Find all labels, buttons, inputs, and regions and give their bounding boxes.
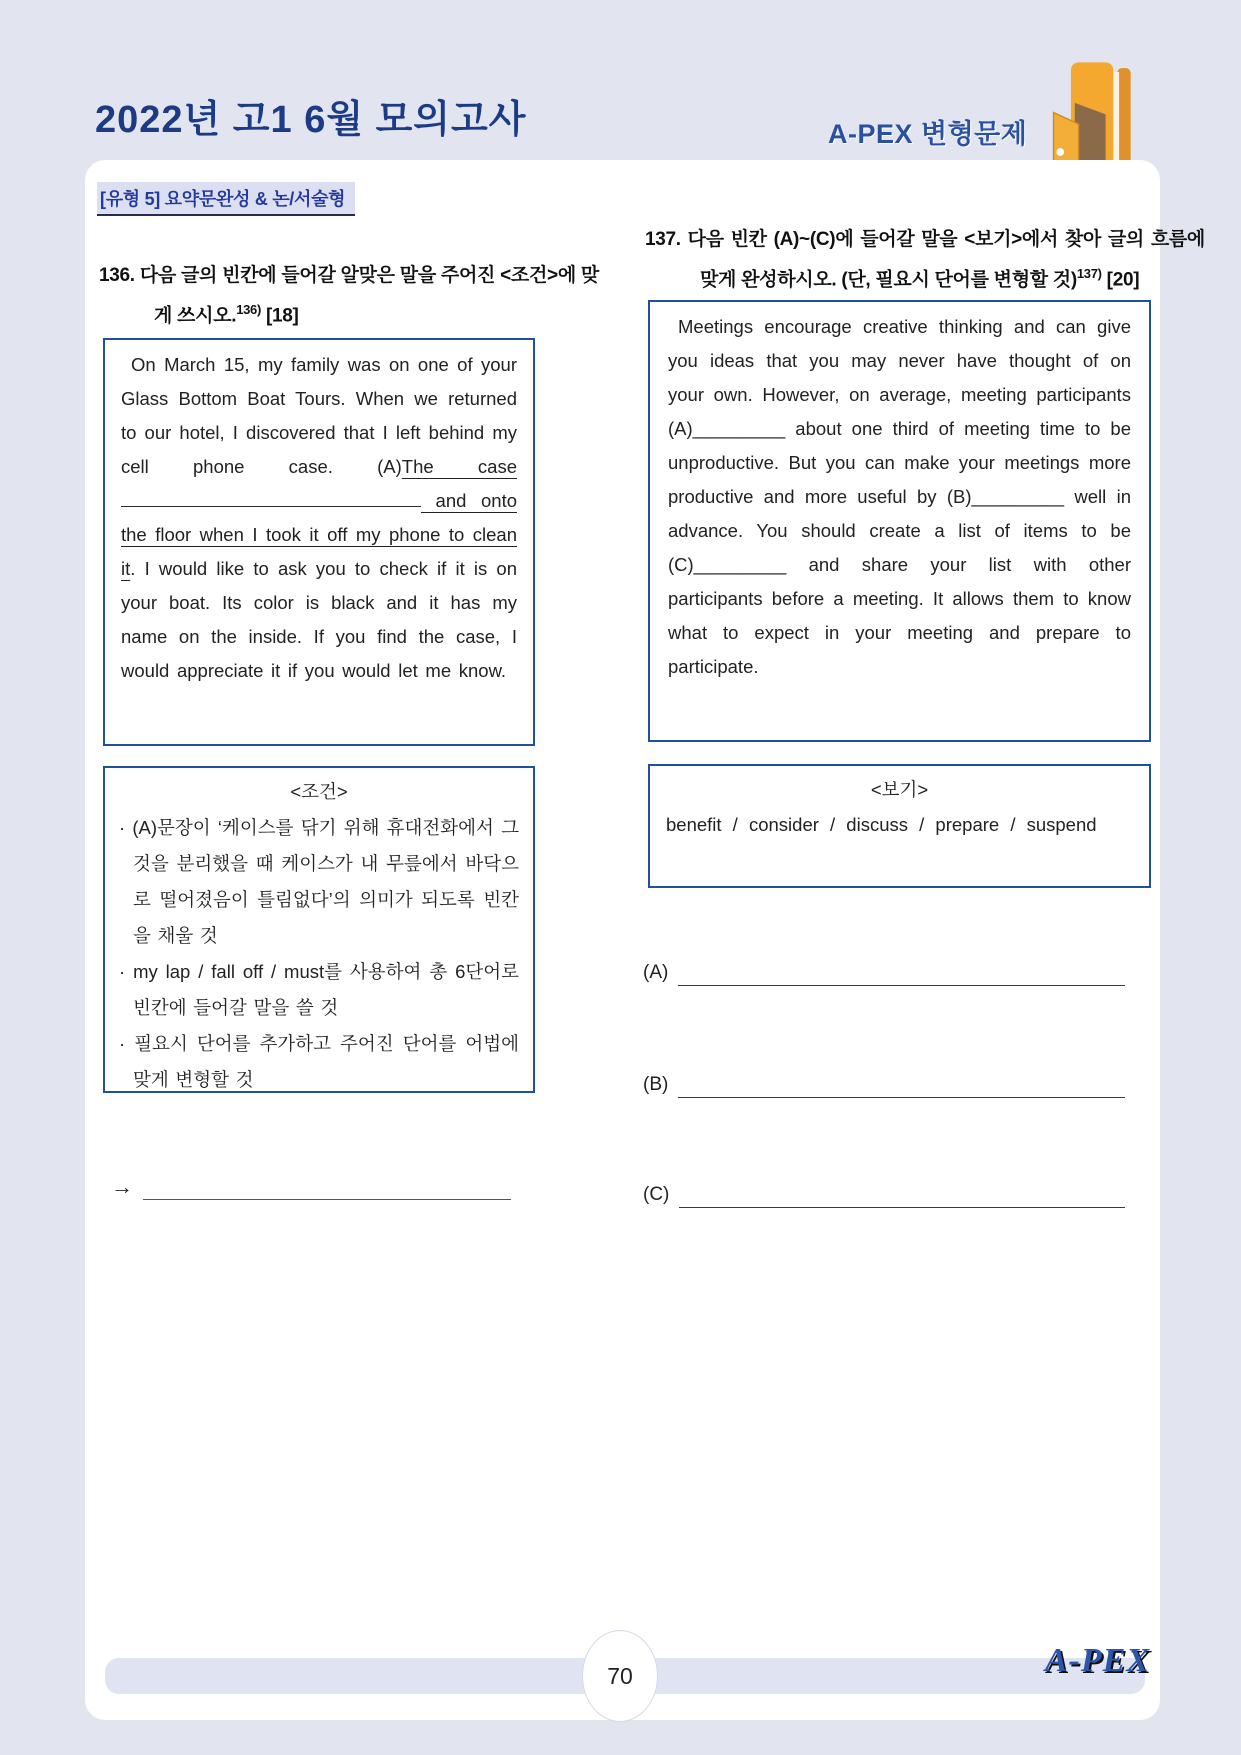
passage-box-137 [648, 300, 1151, 742]
question-prompt: 다음 빈칸 (A)~(C)에 들어갈 말을 <보기>에서 찾아 글의 흐름에 맞게 완성하시오. (단, 필요시 단어를 변형할 것) [687, 229, 1205, 291]
question-points: [20] [1106, 269, 1140, 291]
question-137-heading [645, 223, 1205, 297]
condition-box-title: <조건> [290, 781, 348, 802]
answer-row-arrow [111, 1174, 511, 1200]
answer-row-c [643, 1182, 1125, 1208]
answer-label: (B) [643, 1074, 669, 1095]
answer-blank-line [679, 1183, 1125, 1208]
page-number: 70 [607, 1662, 633, 1689]
fill-in-blank-line [121, 489, 421, 507]
question-prompt: 다음 글의 빈칸에 들어갈 알맞은 말을 주어진 <조건>에 맞게 쓰시오. [139, 265, 599, 327]
passage-text-137: Meetings encourage creative thinking and can give you ideas that you may never have thought of on your own. However, on average, meeting participants (A)_________ about one third of meeting time to be unproductive. But you can make your meetings more productive and more useful by (B)_________ well in advance. You should create a list of items to be (C)_________ and share your list with other participants before a meeting. It allows them to know what to expect in your meeting and prepare to participate. [668, 316, 1131, 677]
page-number-badge [582, 1630, 658, 1722]
brand-logo-text: A-PEX 변형문제 [828, 119, 1028, 149]
footnote-marker: 137) [1076, 266, 1102, 281]
answer-label: (C) [643, 1184, 670, 1205]
passage-segment: . I would like to ask you to check if it is on your boat. Its color is black and it has my name on the inside. If you find the case, I would appreciate it if you would let me know. [121, 558, 517, 681]
condition-item: · my lap / fall off / must를 사용하여 총 6단어로 빈칸에 들어갈 말을 쓸 것 [119, 961, 519, 1018]
condition-box [103, 766, 535, 1093]
example-box-title: <보기> [870, 779, 929, 800]
answer-row-b [643, 1072, 1125, 1098]
question-type-tag: [유형 5] 요약문완성 & 논/서술형 [97, 182, 355, 216]
example-word-list: benefit / consider / discuss / prepare / suspend [666, 814, 1097, 835]
arrow-icon: → [111, 1174, 133, 1199]
answer-row-a [643, 960, 1125, 986]
footnote-marker: 136) [236, 302, 262, 317]
condition-item: · (A)문장이 ‘케이스를 닦기 위해 휴대전화에서 그것을 분리했을 때 케이스가 내 무릎에서 바닥으로 떨어졌음이 틀림없다’의 의미가 되도록 빈칸을 채울 것 [119, 817, 519, 946]
question-points: [18] [266, 305, 299, 327]
content-panel [85, 160, 1205, 1720]
passage-box-136 [103, 338, 535, 746]
example-words-box [648, 764, 1151, 888]
footer-brand-logo: A-PEX [1044, 1642, 1150, 1679]
question-136-heading [99, 259, 599, 333]
passage-segment-underlined: The case [401, 456, 517, 477]
page-title: 2022년 고1 6월 모의고사 [95, 99, 527, 141]
question-number: 136. [99, 265, 135, 286]
answer-blank-line [678, 1073, 1125, 1098]
passage-segment-underlined: and onto the floor when I took it off my phone to clean it [121, 490, 517, 579]
passage-segment: On March 15, my family was on one of your Glass Bottom Boat Tours. When we returned to our hotel, I discovered that I left behind my cell phone case. (A) [121, 354, 517, 477]
passage-text-136 [121, 348, 517, 688]
question-number: 137. [645, 229, 681, 250]
answer-blank-line [143, 1175, 511, 1200]
answer-label: (A) [643, 962, 669, 983]
condition-item: · 필요시 단어를 추가하고 주어진 단어를 어법에 맞게 변형할 것 [119, 1033, 519, 1090]
answer-blank-line [678, 961, 1125, 986]
